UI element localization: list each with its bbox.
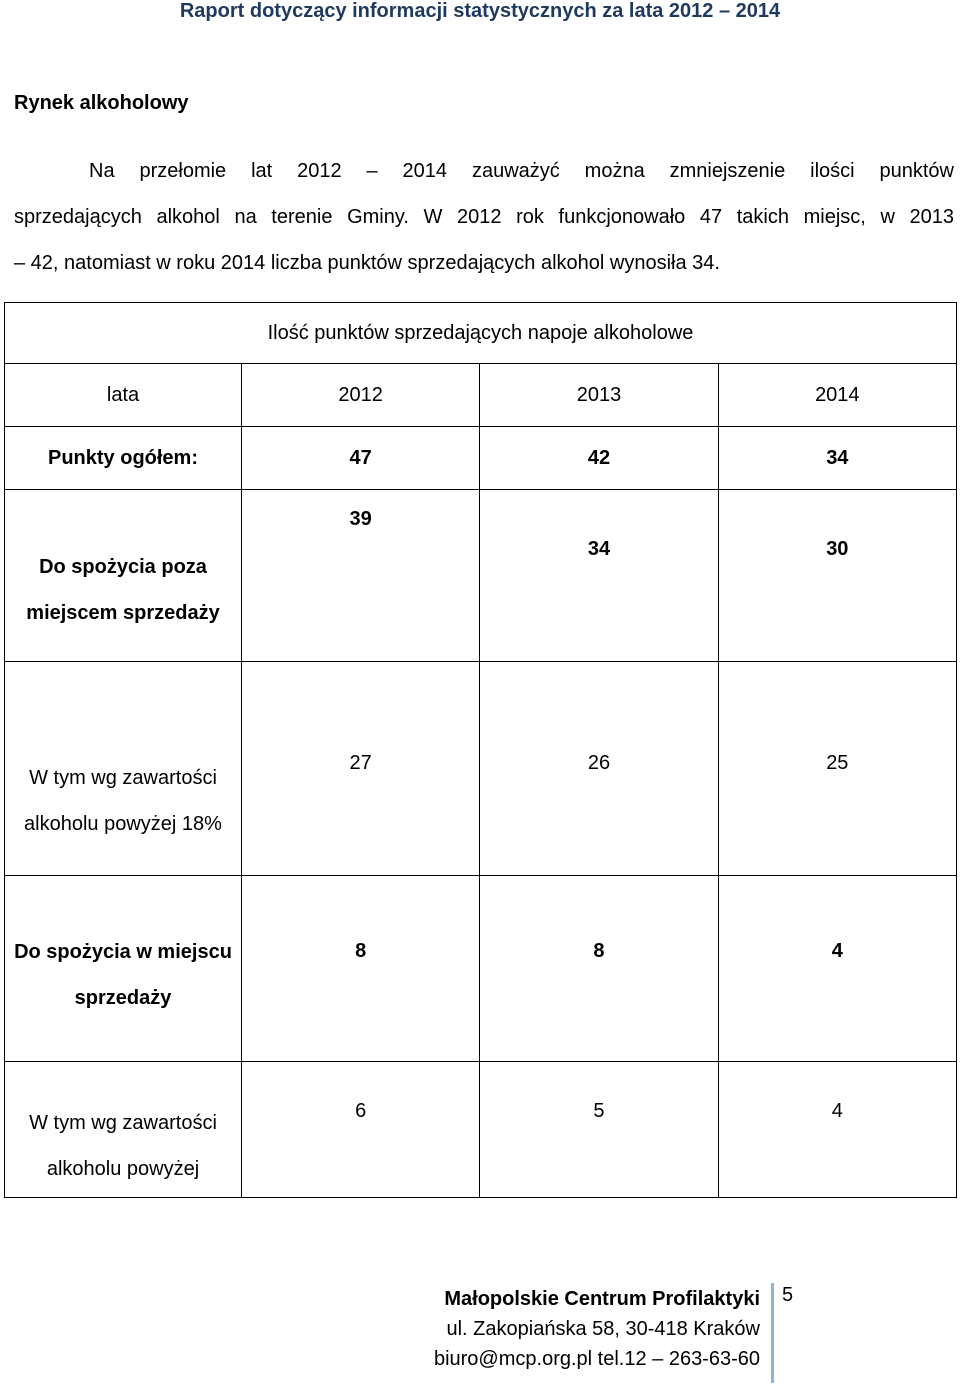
footer-address: ul. Zakopiańska 58, 30-418 Kraków	[446, 1318, 760, 1340]
value-cell: 25	[718, 662, 956, 876]
value-cell: 34	[718, 427, 956, 490]
value-cell: 30	[718, 490, 956, 662]
table-title: Ilość punktów sprzedających napoje alkoholowe	[5, 303, 957, 364]
table-title-row	[5, 303, 957, 364]
header-year-cell: 2012	[242, 364, 480, 427]
paragraph-line: sprzedających alkohol na terenie Gminy. W 2012 rok funkcjonowało 47 takich miejsc, w 2013	[14, 206, 954, 228]
footer-org-name: Małopolskie Centrum Profilaktyki	[444, 1288, 760, 1310]
row-label-cell: Do spożycia w miejscu sprzedaży	[5, 876, 242, 1062]
value-cell: 42	[480, 427, 718, 490]
footer-contact-line: biuro@mcp.org.pl tel.12 – 263-63-60	[433, 1348, 760, 1370]
table-row	[5, 490, 957, 662]
header-year-cell: 2013	[480, 364, 718, 427]
table-row	[5, 427, 957, 490]
paragraph-line: – 42, natomiast w roku 2014 liczba punktów sprzedających alkohol wynosiła 34.	[14, 252, 720, 274]
value-cell: 4	[718, 1062, 956, 1198]
table-row	[5, 662, 957, 876]
paragraph-line: Na przełomie lat 2012 – 2014 zauważyć można zmniejszenie ilości punktów	[89, 160, 954, 182]
intro-paragraph	[14, 148, 954, 286]
value-cell: 34	[480, 490, 718, 662]
value-cell: 6	[242, 1062, 480, 1198]
value-cell: 39	[242, 490, 480, 662]
value-cell: 26	[480, 662, 718, 876]
table-row	[5, 1062, 957, 1198]
header-label-cell: lata	[5, 364, 242, 427]
row-label-cell: W tym wg zawartości alkoholu powyżej	[5, 1062, 242, 1198]
row-label-cell: Do spożycia poza miejscem sprzedaży	[5, 490, 242, 662]
alcohol-points-table	[4, 302, 957, 1198]
value-cell: 47	[242, 427, 480, 490]
table-row	[5, 876, 957, 1062]
section-title: Rynek alkoholowy	[14, 92, 189, 114]
value-cell: 27	[242, 662, 480, 876]
header-year-cell: 2014	[718, 364, 956, 427]
row-label-cell: Punkty ogółem:	[5, 427, 242, 490]
row-label-cell: W tym wg zawartości alkoholu powyżej 18%	[5, 662, 242, 876]
value-cell: 5	[480, 1062, 718, 1198]
report-header: Raport dotyczący informacji statystycznych za lata 2012 – 2014	[179, 0, 781, 22]
footer-contact	[434, 1284, 760, 1374]
footer-divider	[771, 1283, 774, 1383]
page-number: 5	[782, 1284, 794, 1306]
value-cell: 4	[718, 876, 956, 1062]
table-header-row	[5, 364, 957, 427]
value-cell: 8	[480, 876, 718, 1062]
value-cell: 8	[242, 876, 480, 1062]
